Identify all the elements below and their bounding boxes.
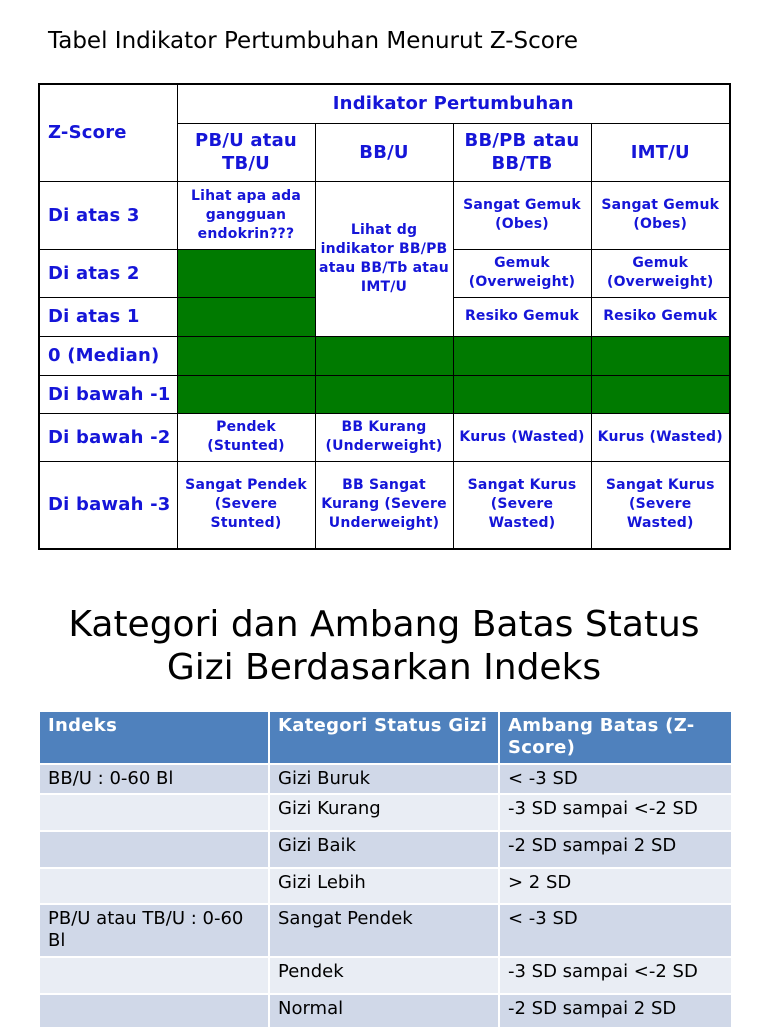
cell-imtu: Sangat Gemuk (Obes) bbox=[591, 181, 730, 249]
cell-bbu: BB Kurang (Underweight) bbox=[315, 413, 453, 461]
table-cell: -3 SD sampai <-2 SD bbox=[499, 794, 732, 831]
table-cell: -2 SD sampai 2 SD bbox=[499, 994, 732, 1028]
cell-imtu: Gemuk (Overweight) bbox=[591, 249, 730, 297]
green-cell bbox=[591, 375, 730, 413]
zscore-header: Z-Score bbox=[39, 84, 177, 181]
cell-bbu: BB Sangat Kurang (Severe Underweight) bbox=[315, 461, 453, 549]
green-cell bbox=[315, 336, 453, 375]
column-header-ambang: Ambang Batas (Z-Score) bbox=[499, 711, 732, 764]
table-cell: -2 SD sampai 2 SD bbox=[499, 831, 732, 868]
cell-bbpb: Resiko Gemuk bbox=[453, 297, 591, 336]
table-cell: Pendek bbox=[269, 957, 499, 994]
section-heading-line: Gizi Berdasarkan Indeks bbox=[166, 647, 602, 688]
table-cell: -3 SD sampai <-2 SD bbox=[499, 957, 732, 994]
row-label: Di bawah -1 bbox=[39, 375, 177, 413]
kategori-table bbox=[38, 710, 733, 1029]
green-cell bbox=[177, 375, 315, 413]
page-title: Tabel Indikator Pertumbuhan Menurut Z-Score bbox=[48, 28, 578, 54]
row-label: Di bawah -2 bbox=[39, 413, 177, 461]
table-cell: Sangat Pendek bbox=[269, 904, 499, 957]
cell-bbpb: Gemuk (Overweight) bbox=[453, 249, 591, 297]
row-label: Di bawah -3 bbox=[39, 461, 177, 549]
table-cell: Normal bbox=[269, 994, 499, 1028]
green-cell bbox=[177, 249, 315, 297]
column-header-bbpb: BB/PB atau BB/TB bbox=[453, 123, 591, 181]
table-cell: < -3 SD bbox=[499, 764, 732, 794]
table-cell bbox=[39, 994, 269, 1028]
table-cell: BB/U : 0-60 Bl bbox=[39, 764, 269, 794]
table-cell: Gizi Buruk bbox=[269, 764, 499, 794]
green-cell bbox=[177, 336, 315, 375]
column-header-bbu: BB/U bbox=[315, 123, 453, 181]
cell-imtu: Sangat Kurus (Severe Wasted) bbox=[591, 461, 730, 549]
green-cell bbox=[453, 336, 591, 375]
row-label: 0 (Median) bbox=[39, 336, 177, 375]
cell-imtu: Kurus (Wasted) bbox=[591, 413, 730, 461]
table-cell bbox=[39, 794, 269, 831]
green-cell bbox=[453, 375, 591, 413]
green-cell bbox=[177, 297, 315, 336]
table-cell: PB/U atau TB/U : 0-60 Bl bbox=[39, 904, 269, 957]
cell-pbu: Lihat apa ada gangguan endokrin??? bbox=[177, 181, 315, 249]
cell-imtu: Resiko Gemuk bbox=[591, 297, 730, 336]
cell-bbu-merged: Lihat dg indikator BB/PB atau BB/Tb atau IMT/U bbox=[315, 181, 453, 336]
row-label: Di atas 1 bbox=[39, 297, 177, 336]
cell-bbpb: Kurus (Wasted) bbox=[453, 413, 591, 461]
green-cell bbox=[591, 336, 730, 375]
cell-pbu: Pendek (Stunted) bbox=[177, 413, 315, 461]
table-cell: < -3 SD bbox=[499, 904, 732, 957]
section-heading bbox=[0, 603, 768, 689]
cell-pbu: Sangat Pendek (Severe Stunted) bbox=[177, 461, 315, 549]
table-cell: Gizi Baik bbox=[269, 831, 499, 868]
column-header-indeks: Indeks bbox=[39, 711, 269, 764]
zscore-indicator-table bbox=[38, 83, 731, 550]
column-header-kategori: Kategori Status Gizi bbox=[269, 711, 499, 764]
indikator-header: Indikator Pertumbuhan bbox=[177, 84, 730, 123]
table-cell bbox=[39, 868, 269, 904]
column-header-pbu: PB/U atau TB/U bbox=[177, 123, 315, 181]
column-header-imtu: IMT/U bbox=[591, 123, 730, 181]
section-heading-line: Kategori dan Ambang Batas Status bbox=[68, 604, 700, 645]
table-cell: Gizi Kurang bbox=[269, 794, 499, 831]
table-cell: > 2 SD bbox=[499, 868, 732, 904]
table-cell bbox=[39, 957, 269, 994]
table-cell: Gizi Lebih bbox=[269, 868, 499, 904]
row-label: Di atas 3 bbox=[39, 181, 177, 249]
cell-bbpb: Sangat Kurus (Severe Wasted) bbox=[453, 461, 591, 549]
row-label: Di atas 2 bbox=[39, 249, 177, 297]
cell-bbpb: Sangat Gemuk (Obes) bbox=[453, 181, 591, 249]
green-cell bbox=[315, 375, 453, 413]
table-cell bbox=[39, 831, 269, 868]
